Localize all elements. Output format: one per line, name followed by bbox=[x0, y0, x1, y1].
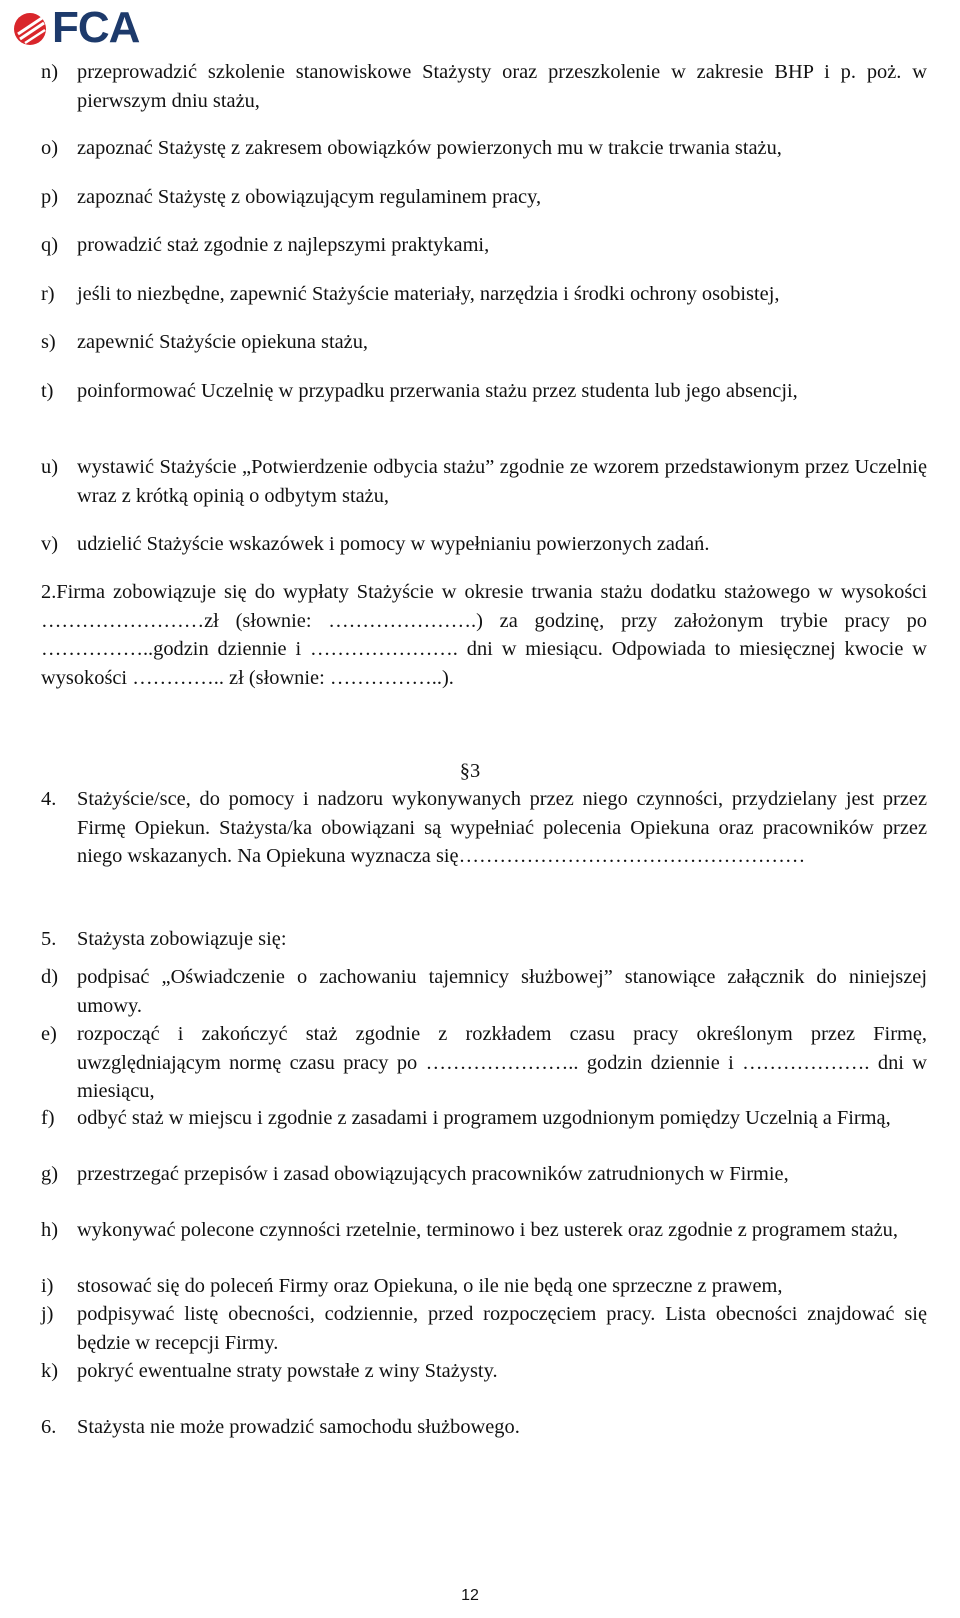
list-item-f bbox=[41, 1104, 927, 1133]
list-item-text: podpisać „Oświadczenie o zachowaniu tajemnicy służbowej” stanowiące załącznik do niniejszej umowy. bbox=[77, 966, 927, 1017]
fca-logo bbox=[12, 3, 140, 52]
logo-emblem-icon bbox=[12, 8, 50, 48]
item-5 bbox=[41, 925, 927, 954]
list-item-label: v) bbox=[41, 533, 58, 555]
list-item-i bbox=[41, 1272, 927, 1301]
list-item-label: g) bbox=[41, 1163, 58, 1185]
list-item-label: e) bbox=[41, 1023, 57, 1045]
list-item-d bbox=[41, 963, 927, 1020]
list-item-text: udzielić Stażyście wskazówek i pomocy w wypełnianiu powierzonych zadań. bbox=[77, 533, 710, 555]
list-item-s bbox=[41, 328, 927, 357]
item-4 bbox=[41, 785, 927, 871]
list-item-label: q) bbox=[41, 234, 58, 256]
item-text: Stażyście/sce, do pomocy i nadzoru wykonywanych przez niego czynności, przydzielany jest przez Firmę Opiekun. Stażysta/ka obowiązani są wypełniać polecenia Opiekuna oraz pracowników przez niego wskazanych. Na Opiekuna wyznacza się…………………………………………… bbox=[77, 788, 927, 867]
list-item-g bbox=[41, 1160, 927, 1189]
list-item-label: i) bbox=[41, 1275, 54, 1297]
list-item-p bbox=[41, 183, 927, 212]
page-number: 12 bbox=[461, 1587, 479, 1604]
list-item-label: r) bbox=[41, 283, 55, 305]
list-item-j bbox=[41, 1300, 927, 1357]
list-item-label: j) bbox=[41, 1303, 54, 1325]
list-item-text: przestrzegać przepisów i zasad obowiązujących pracowników zatrudnionych w Firmie, bbox=[77, 1163, 789, 1185]
list-item-u bbox=[41, 453, 927, 510]
list-item-text: jeśli to niezbędne, zapewnić Stażyście materiały, narzędzia i środki ochrony osobistej, bbox=[77, 283, 780, 305]
item-label: 4. bbox=[41, 788, 57, 810]
list-item-text: stosować się do poleceń Firmy oraz Opiekuna, o ile nie będą one sprzeczne z prawem, bbox=[77, 1275, 783, 1297]
list-item-k bbox=[41, 1357, 927, 1386]
list-item-t bbox=[41, 377, 927, 406]
item-6 bbox=[41, 1413, 927, 1442]
list-item-v bbox=[41, 530, 927, 559]
list-item-text: przeprowadzić szkolenie stanowiskowe Stażysty oraz przeszkolenie w zakresie BHP i p. poż. w pierwszym dniu stażu, bbox=[77, 61, 927, 112]
list-item-h bbox=[41, 1216, 927, 1245]
list-item-q bbox=[41, 231, 927, 260]
list-item-label: s) bbox=[41, 331, 56, 353]
list-item-text: pokryć ewentualne straty powstałe z winy Stażysty. bbox=[77, 1360, 498, 1382]
item-label: 6. bbox=[41, 1416, 57, 1438]
list-item-text: wykonywać polecone czynności rzetelnie, terminowo i bez usterek oraz zgodnie z programem stażu, bbox=[77, 1219, 898, 1241]
list-item-label: k) bbox=[41, 1360, 58, 1382]
list-item-label: t) bbox=[41, 380, 54, 402]
list-item-o bbox=[41, 134, 927, 163]
list-item-text: zapoznać Stażystę z zakresem obowiązków powierzonych mu w trakcie trwania stażu, bbox=[77, 137, 782, 159]
list-item-label: u) bbox=[41, 456, 58, 478]
list-item-e bbox=[41, 1020, 927, 1106]
section-marker: §3 bbox=[459, 760, 481, 782]
list-item-text: zapoznać Stażystę z obowiązującym regulaminem pracy, bbox=[77, 186, 542, 208]
list-item-label: d) bbox=[41, 966, 58, 988]
list-item-label: p) bbox=[41, 186, 58, 208]
list-item-label: f) bbox=[41, 1107, 55, 1129]
logo-text: FCA bbox=[52, 3, 140, 52]
item-text: Stażysta zobowiązuje się: bbox=[77, 928, 287, 950]
list-item-label: o) bbox=[41, 137, 58, 159]
item-label: 5. bbox=[41, 928, 57, 950]
list-item-text: poinformować Uczelnię w przypadku przerwania stażu przez studenta lub jego absencji, bbox=[77, 380, 798, 402]
list-item-text: podpisywać listę obecności, codziennie, przed rozpoczęciem pracy. Lista obecności znajdować się będzie w recepcji Firmy. bbox=[77, 1303, 927, 1354]
list-item-r bbox=[41, 280, 927, 309]
list-item-text: wystawić Stażyście „Potwierdzenie odbycia stażu” zgodnie ze wzorem przedstawionym przez Uczelnię wraz z krótką opinią o odbytym stażu, bbox=[77, 456, 927, 507]
list-item-text: odbyć staż w miejscu i zgodnie z zasadami i programem uzgodnionym pomiędzy Uczelnią a Firmą, bbox=[77, 1107, 891, 1129]
list-item-text: zapewnić Stażyście opiekuna stażu, bbox=[77, 331, 369, 353]
list-item-text: rozpocząć i zakończyć staż zgodnie z rozkładem czasu pracy określonym przez Firmę, uwzględniającym normę czasu pracy po ………………….. godzin dziennie i ………………. dni w miesiącu, bbox=[77, 1023, 927, 1102]
list-item-n bbox=[41, 58, 927, 115]
list-item-text: prowadzić staż zgodnie z najlepszymi praktykami, bbox=[77, 234, 490, 256]
list-item-label: h) bbox=[41, 1219, 58, 1241]
list-item-label: n) bbox=[41, 61, 58, 83]
item-text: Stażysta nie może prowadzić samochodu służbowego. bbox=[77, 1416, 520, 1438]
paragraph-2-allowance: 2.Firma zobowiązuje się do wypłaty Stażyście w okresie trwania stażu dodatku stażowego w wysokości ……………………zł (słownie: ………………….) za godzinę, przy założonym trybie pracy po ……………..godzin dziennie i …………………. dni w miesiącu. Odpowiada to miesięcznej kwocie w wysokości ………….. zł (słownie: ……………..). bbox=[41, 581, 927, 689]
